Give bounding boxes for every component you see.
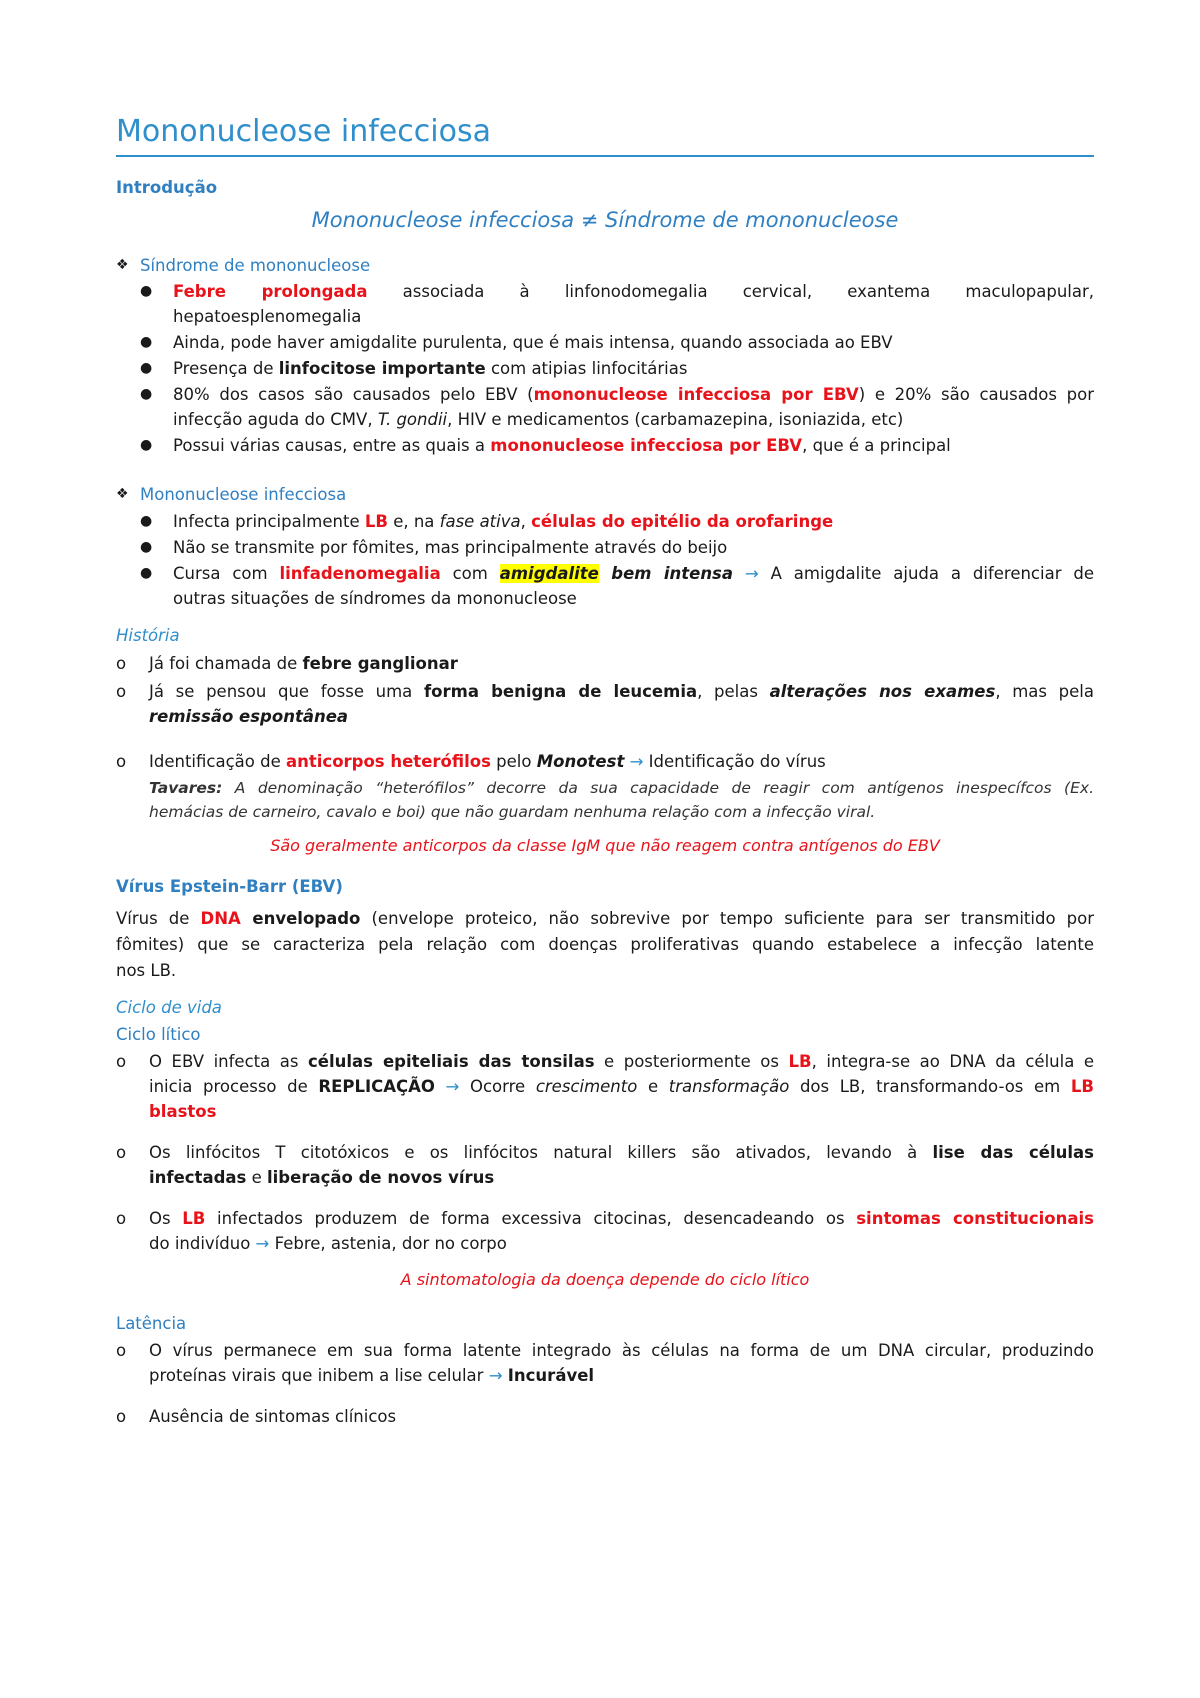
bullet-icon: ● — [140, 283, 153, 299]
list-item: Presença de linfocitose importante com atipias linfocitárias — [173, 359, 688, 378]
list-item-cont: remissão espontânea — [149, 707, 349, 726]
bullet-icon: ● — [140, 565, 153, 581]
list-item-cont: infectadas e liberação de novos vírus — [149, 1168, 495, 1187]
diamond-bullet-icon: ❖ — [116, 257, 129, 273]
list-item-cont: blastos — [149, 1102, 217, 1121]
list-item-cont: outras situações de síndromes da mononucleose — [173, 589, 577, 608]
section-mononucleose-title: Mononucleose infecciosa — [140, 485, 347, 504]
page-title: Mononucleose infecciosa — [116, 114, 1094, 157]
list-item: Febre prolongada associada à linfonodomegalia cervical, exantema maculopapular, — [173, 282, 1095, 301]
list-item: Cursa com linfadenomegalia com amigdalite bem intensa → A amigdalite ajuda a diferenciar de — [173, 564, 1094, 583]
ebv-paragraph: Vírus de DNA envelopado (envelope proteico, não sobrevive por tempo suficiente para ser transmitido por — [116, 909, 1094, 928]
intro-heading: Introdução — [116, 178, 218, 197]
list-item: Ausência de sintomas clínicos — [149, 1407, 397, 1426]
circle-bullet-icon: o — [116, 682, 127, 701]
list-item: Possui várias causas, entre as quais a mononucleose infecciosa por EBV, que é a principal — [173, 436, 951, 455]
tavares-note-cont: hemácias de carneiro, cavalo e boi) que não guardam nenhuma relação com a infecção viral. — [149, 803, 876, 821]
list-item-cont: proteínas virais que inibem a lise celular → Incurável — [149, 1366, 595, 1385]
circle-bullet-icon: o — [116, 1407, 127, 1426]
bullet-icon: ● — [140, 539, 153, 555]
ebv-heading: Vírus Epstein-Barr (EBV) — [116, 877, 343, 896]
diamond-bullet-icon: ❖ — [116, 486, 129, 502]
list-item: Não se transmite por fômites, mas principalmente através do beijo — [173, 538, 728, 557]
cycle-note: A sintomatologia da doença depende do ciclo lítico — [400, 1270, 810, 1289]
list-item: O vírus permanece em sua forma latente integrado às células na forma de um DNA circular, produzindo — [149, 1341, 1094, 1360]
ebv-paragraph-cont: fômites) que se caracteriza pela relação com doenças proliferativas quando estabelece a infecção latente — [116, 935, 1094, 954]
circle-bullet-icon: o — [116, 1143, 127, 1162]
circle-bullet-icon: o — [116, 654, 127, 673]
list-item: 80% dos casos são causados pelo EBV (mononucleose infecciosa por EBV) e 20% são causados por — [173, 385, 1095, 404]
list-item: Já foi chamada de febre ganglionar — [149, 654, 458, 673]
list-item: Ainda, pode haver amigdalite purulenta, que é mais intensa, quando associada ao EBV — [173, 333, 893, 352]
history-heading: História — [116, 626, 180, 645]
section-sindrome-title: Síndrome de mononucleose — [140, 256, 371, 275]
bullet-icon: ● — [140, 513, 153, 529]
list-item-cont: do indivíduo → Febre, astenia, dor no corpo — [149, 1234, 507, 1253]
bullet-icon: ● — [140, 360, 153, 376]
tavares-note: Tavares: A denominação “heterófilos” decorre da sua capacidade de reagir com antígenos inespecífcos (Ex. — [149, 779, 1094, 797]
bullet-icon: ● — [140, 334, 153, 350]
circle-bullet-icon: o — [116, 1341, 127, 1360]
list-item: O EBV infecta as células epiteliais das tonsilas e posteriormente os LB, integra-se ao DNA da célula e — [149, 1052, 1094, 1071]
intro-subtitle: Mononucleose infecciosa ≠ Síndrome de mononucleose — [311, 208, 899, 232]
bullet-icon: ● — [140, 386, 153, 402]
list-item-cont: hepatoesplenomegalia — [173, 307, 362, 326]
ebv-paragraph-end: nos LB. — [116, 961, 177, 980]
list-item: Já se pensou que fosse uma forma benigna de leucemia, pelas alterações nos exames, mas pela — [149, 682, 1095, 701]
history-note: São geralmente anticorpos da classe IgM que não reagem contra antígenos do EBV — [270, 836, 940, 855]
list-item-cont: infecção aguda do CMV, T. gondii, HIV e medicamentos (carbamazepina, isoniazida, etc) — [173, 410, 904, 429]
lytic-heading: Ciclo lítico — [116, 1025, 201, 1044]
circle-bullet-icon: o — [116, 1052, 127, 1071]
list-item: Os linfócitos T citotóxicos e os linfócitos natural killers são ativados, levando à lise das células — [149, 1143, 1094, 1162]
circle-bullet-icon: o — [116, 752, 127, 771]
list-item: Identificação de anticorpos heterófilos pelo Monotest → Identificação do vírus — [149, 752, 826, 771]
list-item-cont: inicia processo de REPLICAÇÃO → Ocorre crescimento e transformação dos LB, transformando-os em LB — [149, 1077, 1094, 1096]
list-item: Os LB infectados produzem de forma excessiva citocinas, desencadeando os sintomas constitucionais — [149, 1209, 1094, 1228]
latency-heading: Latência — [116, 1314, 187, 1333]
bullet-icon: ● — [140, 437, 153, 453]
circle-bullet-icon: o — [116, 1209, 127, 1228]
list-item: Infecta principalmente LB e, na fase ativa, células do epitélio da orofaringe — [173, 512, 834, 531]
cycle-heading: Ciclo de vida — [116, 998, 222, 1017]
